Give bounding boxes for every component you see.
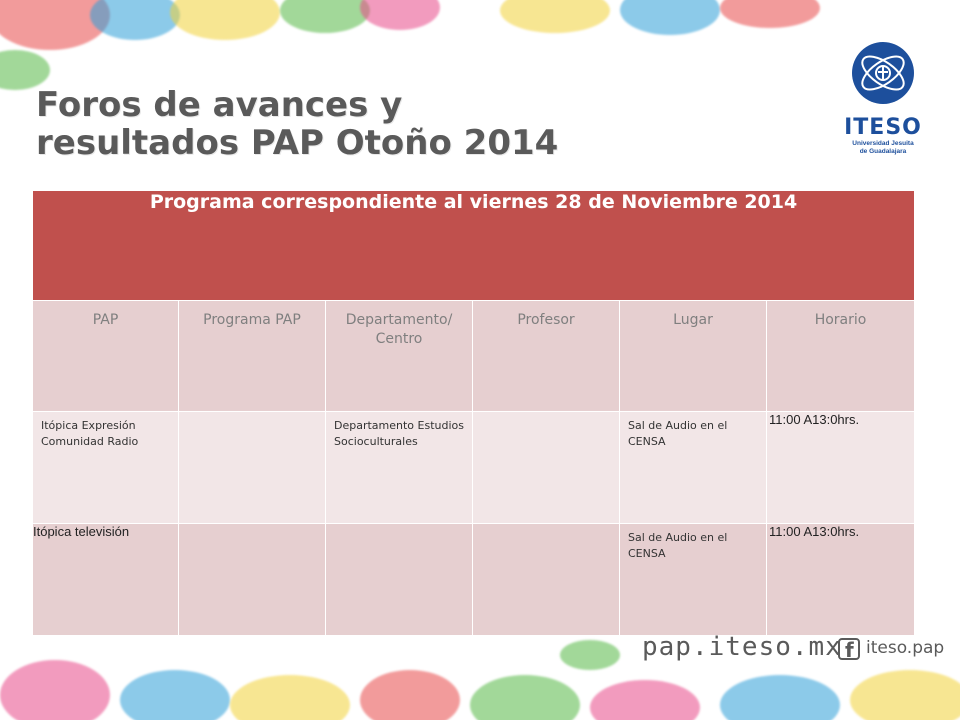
table-row	[33, 524, 915, 636]
facebook-icon[interactable]: f	[838, 638, 860, 660]
iteso-logo	[842, 40, 924, 160]
column-header: Horario	[767, 301, 915, 412]
cell-horario: 11:00 A13:0hrs.	[767, 412, 915, 524]
table-header-row	[33, 301, 915, 412]
cell-pap: Itópica televisión	[33, 524, 179, 636]
facebook-handle[interactable]: iteso.pap	[866, 638, 945, 658]
logo-subtitle-2: de Guadalajara	[859, 148, 907, 155]
table-caption: Programa correspondiente al viernes 28 de Noviembre 2014	[33, 191, 915, 301]
column-header: Lugar	[620, 301, 767, 412]
cell-programa	[179, 524, 326, 636]
slide-title-line1: Foros de avances y	[36, 85, 403, 125]
column-header: Profesor	[473, 301, 620, 412]
slide-title-line2: resultados PAP Otoño 2014	[36, 123, 559, 163]
cell-pap: Itópica Expresión Comunidad Radio	[33, 412, 179, 524]
cell-departamento: Departamento Estudios Socioculturales	[326, 412, 473, 524]
cell-departamento	[326, 524, 473, 636]
program-table	[32, 190, 915, 636]
cell-lugar: Sal de Audio en el CENSA	[620, 412, 767, 524]
globe-icon	[850, 40, 916, 106]
cell-profesor	[473, 524, 620, 636]
logo-wordmark: ITESO	[844, 115, 922, 140]
column-header: PAP	[33, 301, 179, 412]
slide-title	[36, 86, 596, 162]
cell-lugar: Sal de Audio en el CENSA	[620, 524, 767, 636]
footer-url[interactable]: pap.iteso.mx	[642, 632, 842, 662]
column-header: Programa PAP	[179, 301, 326, 412]
cell-programa	[179, 412, 326, 524]
table-row	[33, 412, 915, 524]
cell-profesor	[473, 412, 620, 524]
logo-subtitle-1: Universidad Jesuita	[852, 140, 914, 147]
column-header: Departamento/ Centro	[326, 301, 473, 412]
cell-horario: 11:00 A13:0hrs.	[767, 524, 915, 636]
